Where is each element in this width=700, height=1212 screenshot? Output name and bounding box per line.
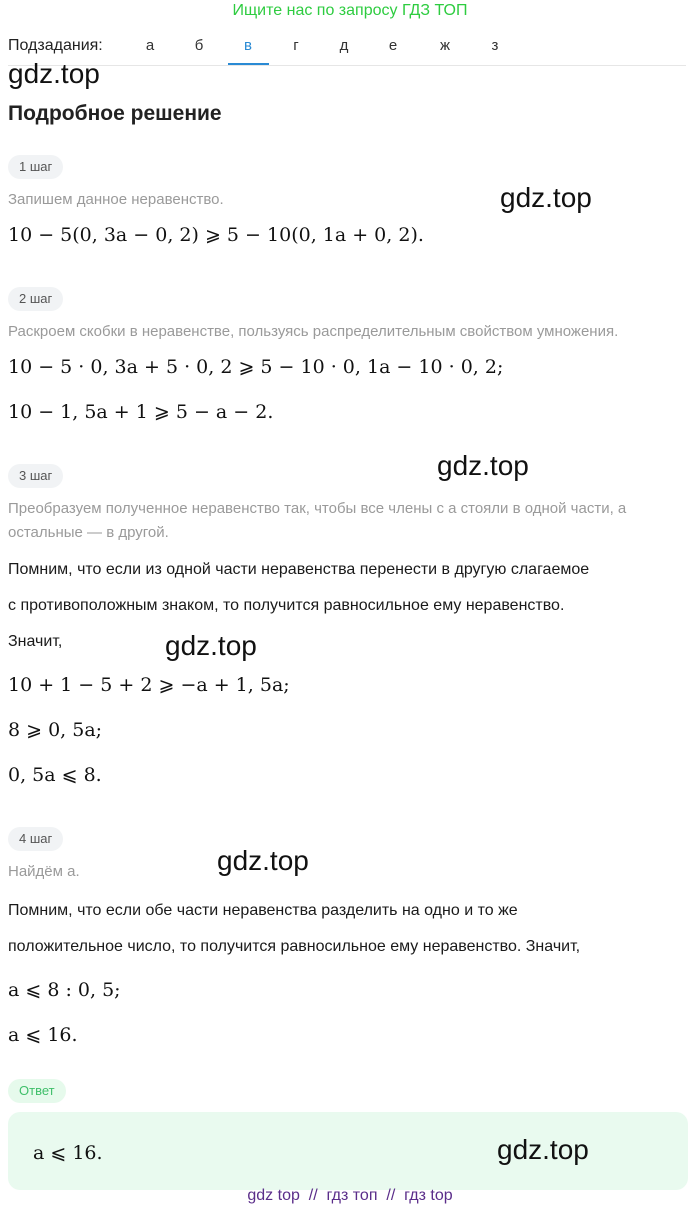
watermark: gdz.top bbox=[8, 58, 100, 89]
step-note: Раскроем скобки в неравенстве, пользуясь распределительным свойством умножения. bbox=[8, 323, 619, 340]
math-line: a ⩽ 8 : 0, 5; bbox=[8, 979, 121, 1001]
subtasks-label: Подзадания: bbox=[8, 37, 103, 54]
math-line: 0, 5a ⩽ 8. bbox=[8, 764, 102, 786]
tabs-divider bbox=[8, 65, 686, 66]
step-badge: 1 шаг bbox=[8, 155, 63, 179]
watermark: gdz.top bbox=[497, 1134, 589, 1165]
step-badge: 4 шаг bbox=[8, 827, 63, 851]
math-line: 8 ⩾ 0, 5a; bbox=[8, 719, 103, 741]
step-badge: 2 шаг bbox=[8, 287, 63, 311]
step-note: остальные — в другой. bbox=[8, 524, 169, 541]
watermark: gdz.top bbox=[217, 845, 309, 876]
body-text: Помним, что если обе части неравенства разделить на одно и то же bbox=[8, 902, 518, 919]
tab-e[interactable]: е bbox=[388, 37, 398, 54]
math-line: 10 − 5 · 0, 3a + 5 · 0, 2 ⩾ 5 − 10 · 0, 1a − 10 · 0, 2; bbox=[8, 356, 504, 378]
active-tab-indicator bbox=[228, 63, 269, 65]
math-line: 10 − 5(0, 3a − 0, 2) ⩾ 5 − 10(0, 1a + 0, 2). bbox=[8, 224, 424, 246]
footer-links: gdz top // гдз топ // гдз top bbox=[247, 1187, 453, 1204]
promo-banner: Ищите нас по запросу ГДЗ ТОП bbox=[232, 2, 468, 19]
answer-math: a ⩽ 16. bbox=[33, 1142, 103, 1164]
body-text: положительное число, то получится равносильное ему неравенство. Значит, bbox=[8, 938, 581, 955]
tab-a[interactable]: а bbox=[145, 37, 155, 54]
body-text: Значит, bbox=[8, 633, 63, 650]
watermark: gdz.top bbox=[165, 630, 257, 661]
step-note: Запишем данное неравенство. bbox=[8, 191, 224, 208]
math-line: a ⩽ 16. bbox=[8, 1024, 78, 1046]
math-line: 10 − 1, 5a + 1 ⩾ 5 − a − 2. bbox=[8, 401, 274, 423]
page-title: Подробное решение bbox=[8, 102, 222, 125]
step-note: Найдём a. bbox=[8, 863, 80, 880]
tab-v[interactable]: в bbox=[244, 37, 252, 54]
answer-badge: Ответ bbox=[8, 1079, 66, 1103]
tab-d[interactable]: д bbox=[339, 37, 349, 54]
step-note: Преобразуем полученное неравенство так, чтобы все члены с a стояли в одной части, а bbox=[8, 500, 627, 517]
math-line: 10 + 1 − 5 + 2 ⩾ −a + 1, 5a; bbox=[8, 674, 290, 696]
body-text: с противоположным знаком, то получится равносильное ему неравенство. bbox=[8, 597, 565, 614]
tab-zh[interactable]: ж bbox=[439, 37, 451, 54]
tab-z[interactable]: з bbox=[491, 37, 499, 54]
tab-g[interactable]: г bbox=[293, 37, 299, 54]
watermark: gdz.top bbox=[437, 450, 529, 481]
body-text: Помним, что если из одной части неравенства перенести в другую слагаемое bbox=[8, 561, 590, 578]
tab-b[interactable]: б bbox=[194, 37, 204, 54]
step-badge: 3 шаг bbox=[8, 464, 63, 488]
watermark: gdz.top bbox=[500, 182, 592, 213]
